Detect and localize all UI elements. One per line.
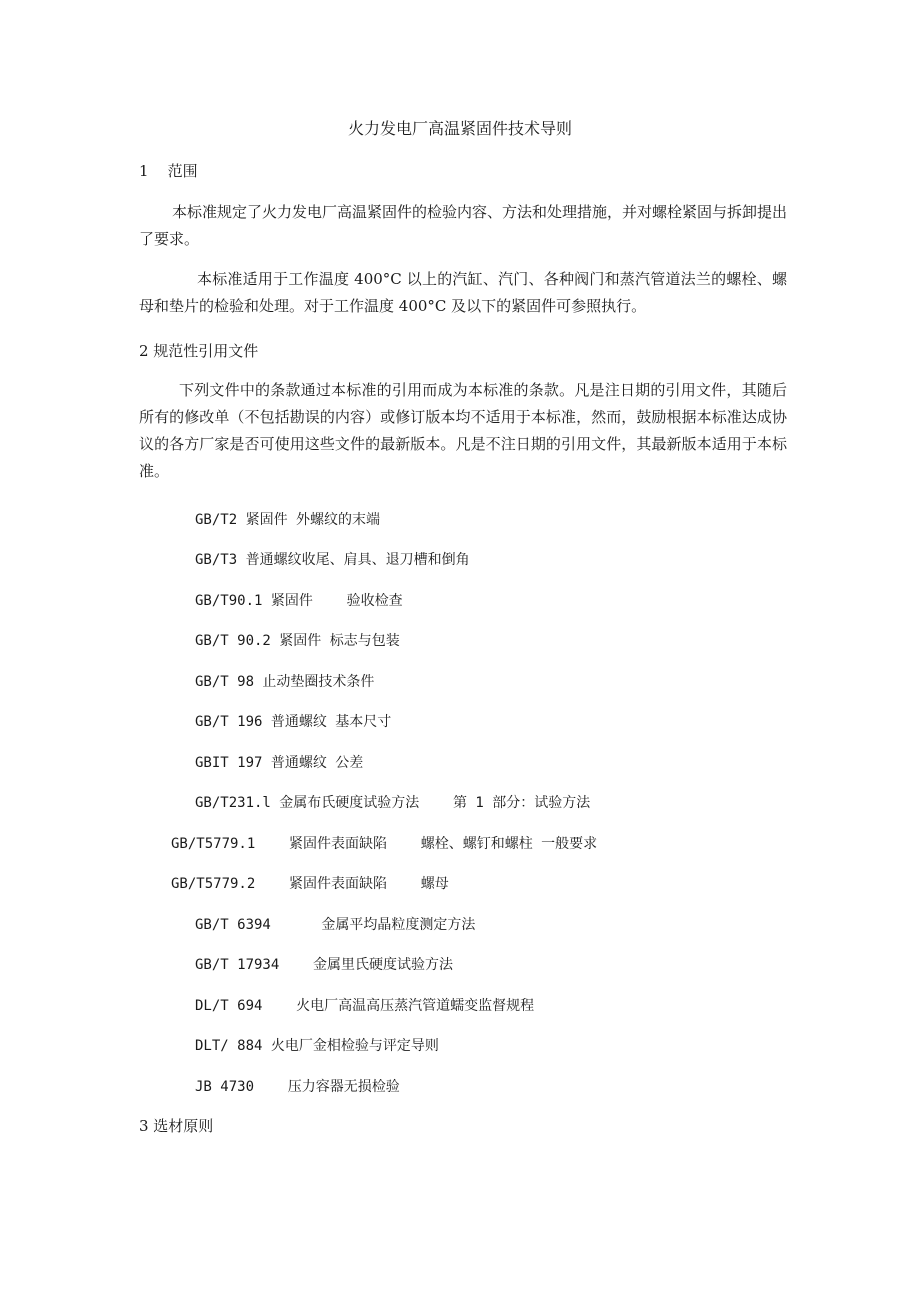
- reference-item: JB 4730 压力容器无损检验: [195, 1079, 400, 1095]
- reference-item: GB/T231.l 金属布氏硬度试验方法 第 1 部分：试验方法: [195, 795, 591, 811]
- reference-item: GB/T 6394 金属平均晶粒度测定方法: [195, 917, 476, 933]
- section-1-paragraph-1: 本标准规定了火力发电厂高温紧固件的检验内容、方法和处理措施，并对螺栓紧固与拆卸提出了要求。: [139, 203, 788, 248]
- reference-item: GB/T 90.2 紧固件 标志与包装: [195, 633, 400, 649]
- section-1-heading: 1 范围: [139, 162, 198, 180]
- reference-item: GB/T 196 普通螺纹 基本尺寸: [195, 714, 392, 730]
- reference-item: GB/T90.1 紧固件 验收检查: [195, 593, 403, 609]
- reference-item: DL/T 694 火电厂高温高压蒸汽管道蠕变监督规程: [195, 998, 535, 1014]
- reference-item: GB/T 17934 金属里氏硬度试验方法: [195, 957, 454, 973]
- section-1-paragraph-2: 本标准适用于工作温度 400°C 以上的汽缸、汽门、各种阀门和蒸汽管道法兰的螺栓、螺母和垫片的检验和处理。对于工作温度 400°C 及以下的紧固件可参照执行。: [139, 270, 787, 315]
- section-2-paragraph: 下列文件中的条款通过本标准的引用而成为本标准的条款。凡是注日期的引用文件，其随后所有的修改单（不包括勘误的内容）或修订版本均不适用于本标准，然而，鼓励根据本标准达成协议的各方厂家是否可使用这些文件的最新版本。凡是不注日期的引用文件，其最新版本适用于本标准。: [139, 381, 787, 480]
- reference-item: GB/T5779.1 紧固件表面缺陷 螺栓、螺钉和螺柱 一般要求: [171, 836, 598, 852]
- reference-item: GBIT 197 普通螺纹 公差: [195, 755, 364, 771]
- section-2-heading: 2 规范性引用文件: [139, 342, 259, 360]
- reference-item: DLT/ 884 火电厂金相检验与评定导则: [195, 1038, 439, 1054]
- reference-item: GB/T 98 止动垫圈技术条件: [195, 674, 375, 690]
- reference-item: GB/T5779.2 紧固件表面缺陷 螺母: [171, 876, 449, 892]
- reference-item: GB/T3 普通螺纹收尾、肩具、退刀槽和倒角: [195, 552, 470, 568]
- section-3-heading: 3 选材原则: [139, 1117, 214, 1135]
- reference-item: GB/T2 紧固件 外螺纹的末端: [195, 512, 381, 528]
- document-title: 火力发电厂高温紧固件技术导则: [347, 119, 572, 138]
